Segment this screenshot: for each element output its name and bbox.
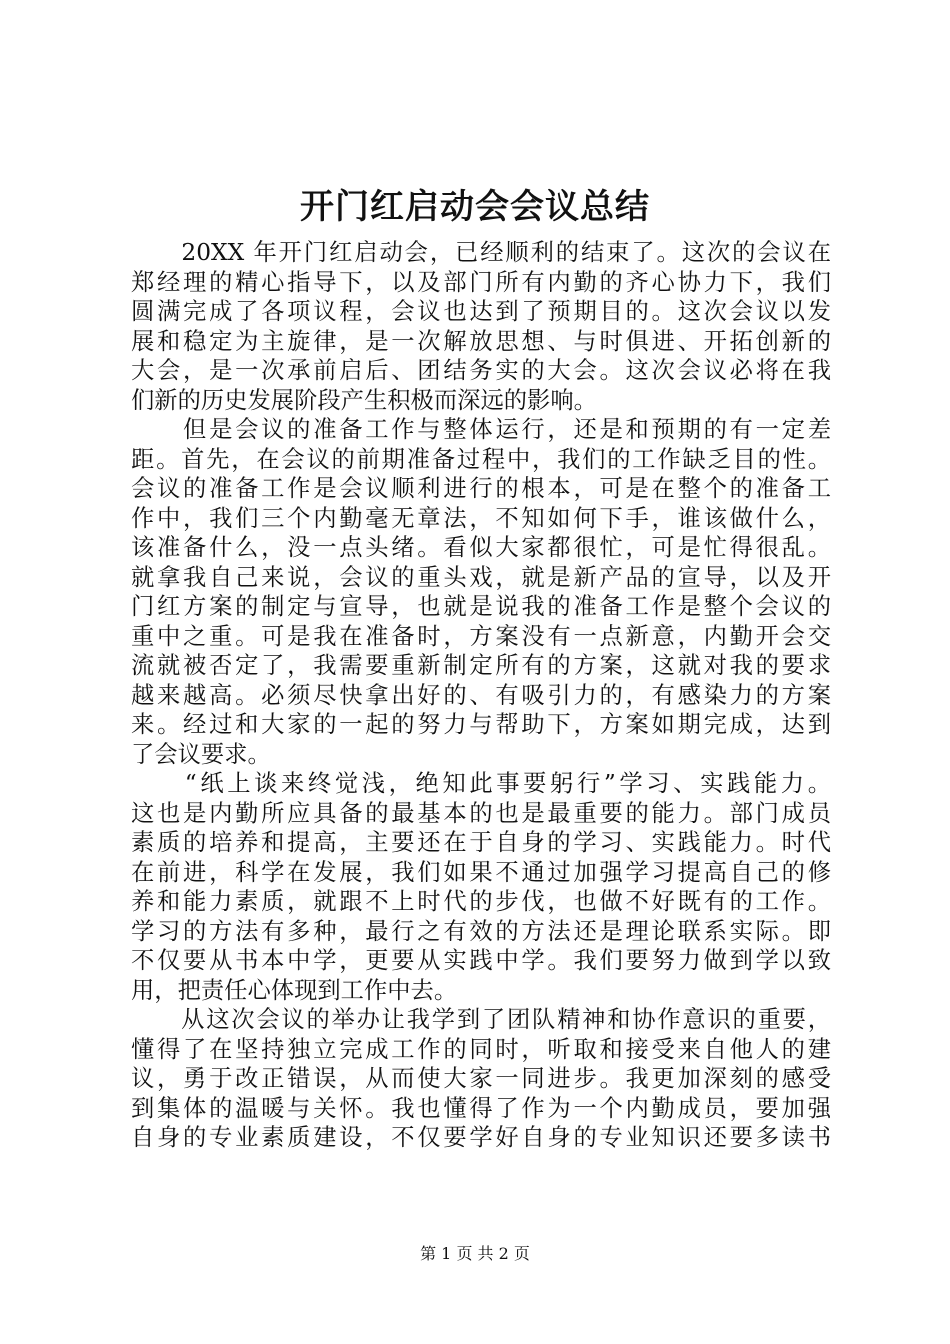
text-line: 来。经过和大家的一起的努力与帮助下，方案如期完成，达到: [131, 711, 831, 738]
document-body: [131, 238, 831, 1153]
text-line: 了会议要求。: [131, 740, 271, 768]
text-line: 会议的准备工作是会议顺利进行的根本，可是在整个的准备工: [131, 475, 831, 502]
page-footer: 第 1 页 共 2 页: [420, 1244, 530, 1263]
text-line: 在前进，科学在发展，我们如果不通过加强学习提高自己的修: [131, 858, 831, 886]
paragraph: [131, 1005, 831, 1153]
text-line: 流就被否定了，我需要重新制定所有的方案，这就对我的要求: [131, 652, 831, 679]
text-line: 自身的专业素质建设，不仅要学好自身的专业知识还要多读书: [131, 1124, 831, 1151]
text-line: 们新的历史发展阶段产生积极而深远的影响。: [131, 386, 597, 414]
text-line: 作中，我们三个内勤毫无章法，不知如何下手，谁该做什么，: [131, 504, 831, 532]
text-line: 大会，是一次承前启后、团结务实的大会。这次会议必将在我: [131, 357, 831, 384]
text-line: 距。首先，在会议的前期准备过程中，我们的工作缺乏目的性。: [131, 445, 831, 473]
text-line: 该准备什么，没一点头绪。看似大家都很忙，可是忙得很乱。: [131, 534, 831, 561]
text-line: 但是会议的准备工作与整体运行，还是和预期的有一定差: [131, 416, 831, 443]
text-line: 懂得了在坚持独立完成工作的同时，听取和接受来自他人的建: [131, 1035, 831, 1063]
text-line: 圆满完成了各项议程，会议也达到了预期目的。这次会议以发: [131, 298, 831, 325]
text-line: 展和稳定为主旋律，是一次解放思想、与时俱进、开拓创新的: [131, 327, 831, 355]
text-line: 用，把责任心体现到工作中去。: [131, 976, 458, 1004]
text-line: 郑经理的精心指导下，以及部门所有内勤的齐心协力下，我们: [131, 268, 831, 296]
text-line: 学习的方法有多种，最行之有效的方法还是理论联系实际。即: [131, 917, 831, 945]
text-line: 就拿我自己来说，会议的重头戏，就是新产品的宣导，以及开: [131, 563, 831, 591]
text-line: 20XX 年开门红启动会，已经顺利的结束了。这次的会议在: [131, 239, 831, 266]
text-line: 越来越高。必须尽快拿出好的、有吸引力的，有感染力的方案: [131, 681, 831, 709]
text-line: 到集体的温暖与关怀。我也懂得了作为一个内勤成员，要加强: [131, 1094, 831, 1122]
paragraph: [131, 415, 831, 769]
paragraph: [131, 769, 831, 1005]
text-line: 从这次会议的举办让我学到了团队精神和协作意识的重要，: [131, 1006, 831, 1033]
text-line: “纸上谈来终觉浅，绝知此事要躬行”学习、实践能力。: [131, 770, 831, 797]
text-line: 养和能力素质，就跟不上时代的步伐，也做不好既有的工作。: [131, 888, 831, 915]
text-line: 不仅要从书本中学，更要从实践中学。我们要努力做到学以致: [131, 947, 831, 974]
text-line: 议，勇于改正错误，从而使大家一同进步。我更加深刻的感受: [131, 1065, 831, 1092]
text-line: 这也是内勤所应具备的最基本的也是最重要的能力。部门成员: [131, 799, 831, 827]
text-line: 素质的培养和提高，主要还在于自身的学习、实践能力。时代: [131, 829, 831, 856]
document-title: 开门红启动会会议总结: [300, 187, 650, 227]
text-line: 重中之重。可是我在准备时，方案没有一点新意，内勤开会交: [131, 622, 831, 650]
text-line: 门红方案的制定与宣导，也就是说我的准备工作是整个会议的: [131, 593, 831, 620]
paragraph: [131, 238, 831, 415]
